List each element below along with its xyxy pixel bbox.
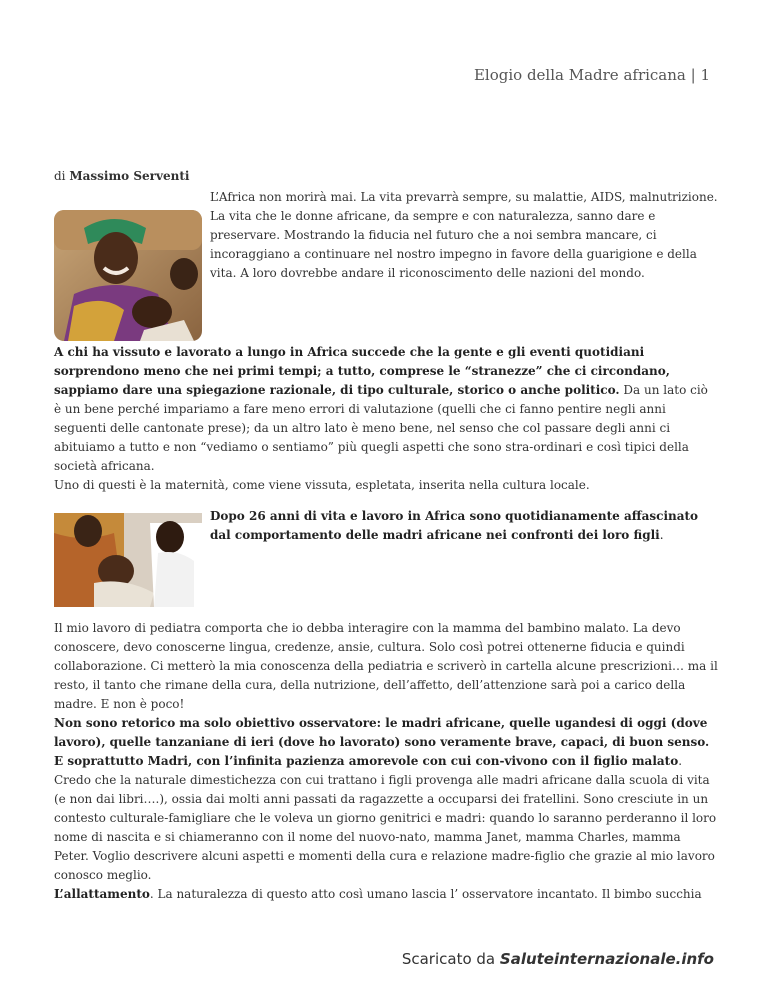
paragraph-2-bold-end: .	[678, 754, 683, 768]
paragraph-1-line2: Uno di questi è la maternità, come viene vissuta, espletata, inserita nella cultura locale.	[54, 478, 590, 492]
byline	[54, 167, 718, 186]
paragraph-2-highlight	[54, 714, 718, 771]
paragraph-1	[54, 343, 718, 476]
intro-paragraph: L’Africa non morirà mai. La vita prevarrà sempre, su malattie, AIDS, malnutrizione. La vita che le donne africane, da sempre e con naturalezza, sanno dare e preservare. Mostrando la fiducia nel futuro che a noi sembra mancare, ci incoraggiano a continuare nel nostro impegno in favore della guarigione e della vita. A loro dovrebbe andare il riconoscimento delle nazioni del mondo.	[210, 190, 718, 280]
footer-site-link[interactable]: Saluteinternazionale.info	[499, 950, 714, 968]
footer-prefix: Scaricato da	[401, 950, 500, 968]
paragraph-1-lead: A chi ha vissuto e lavorato a lungo in Africa succede che la gente e gli eventi quotidiani sorprendono meno che nei primi tempi; a tutto, comprese le “stranezze” che ci circondano, sappiamo dare una spiegazione razionale, di tipo culturale, storico o anche politico.	[54, 345, 670, 397]
paragraph-2: Il mio lavoro di pediatra comporta che io debba interagire con la mamma del bambino malato. La devo conoscere, devo conoscerne lingua, credenze, ansie, cultura. Solo così potrei ottenerne fiducia e quindi collaborazione. Ci metterò la mia conoscenza della pediatria e scriverò in cartella alcune prescrizioni… ma il resto, il tanto che rimane della cura, della nutrizione, dell’affetto, dell’attenzione sarà poi a carico della madre. E non è poco!	[54, 621, 718, 711]
photo-mother-child-doctor	[54, 513, 202, 607]
section-2-lead-end: .	[659, 528, 664, 542]
paragraph-3: Credo che la naturale dimestichezza con cui trattano i figli provenga alle madri africane dalla scuola di vita (e non dai libri….), ossia dai molti anni passati da ragazzette a occuparsi dei fratellini. Sono cresciute in un contesto culturale-famigliare che le voleva un giorno genitrici e madri: quando lo saranno perderanno il loro nome di nascita e si chiameranno con il nome del nuovo-nato, mamma Janet, mamma Charles, mamma Peter. Voglio descrivere alcuni aspetti e momenti della cura e relazione madre-figlio che grazie al mio lavoro conosco meglio.	[54, 773, 717, 882]
intro-section	[54, 188, 718, 331]
breastfeeding-heading: L’allattamento	[54, 887, 150, 901]
footer-source	[402, 950, 714, 968]
paragraph-2-bold: Non sono retorico ma solo obiettivo osservatore: le madri africane, quelle ugandesi di oggi (dove lavoro), quelle tanzaniane di ieri (dove ho lavorato) sono veramente brave, capaci, di buon senso. E soprattutto Madri, con l’infinita pazienza amorevole con cui con-vivono con il figlio malato	[54, 716, 710, 768]
byline-prefix: di	[54, 169, 66, 183]
article-body	[54, 167, 718, 904]
paragraph-1-text: Da un lato ciò è un bene perché impariamo a fare meno errori di valutazione (quelli che ci fanno pentire negli anni seguenti delle cantonate prese); da un altro lato è meno bene, nel senso che col passare degli anni ci abituiamo a tutto e non “vediamo o sentiamo” più quegli aspetti che sono stra-ordinari e così tipici della società africana.	[54, 383, 708, 473]
paragraph-4	[54, 885, 718, 904]
author-name[interactable]: Massimo Serventi	[69, 169, 190, 183]
section-2-lead	[210, 507, 718, 545]
section-2-lead-text: Dopo 26 anni di vita e lavoro in Africa sono quotidianamente affascinato dal comportamento delle madri africane nei confronti dei loro figli	[210, 509, 699, 542]
page-header-title: Elogio della Madre africana | 1	[473, 66, 710, 84]
photo-african-mother-smiling	[54, 210, 202, 341]
section-2	[54, 507, 718, 619]
breastfeeding-text: . La naturalezza di questo atto così umano lascia l’ osservatore incantato. Il bimbo succhia	[149, 887, 702, 901]
